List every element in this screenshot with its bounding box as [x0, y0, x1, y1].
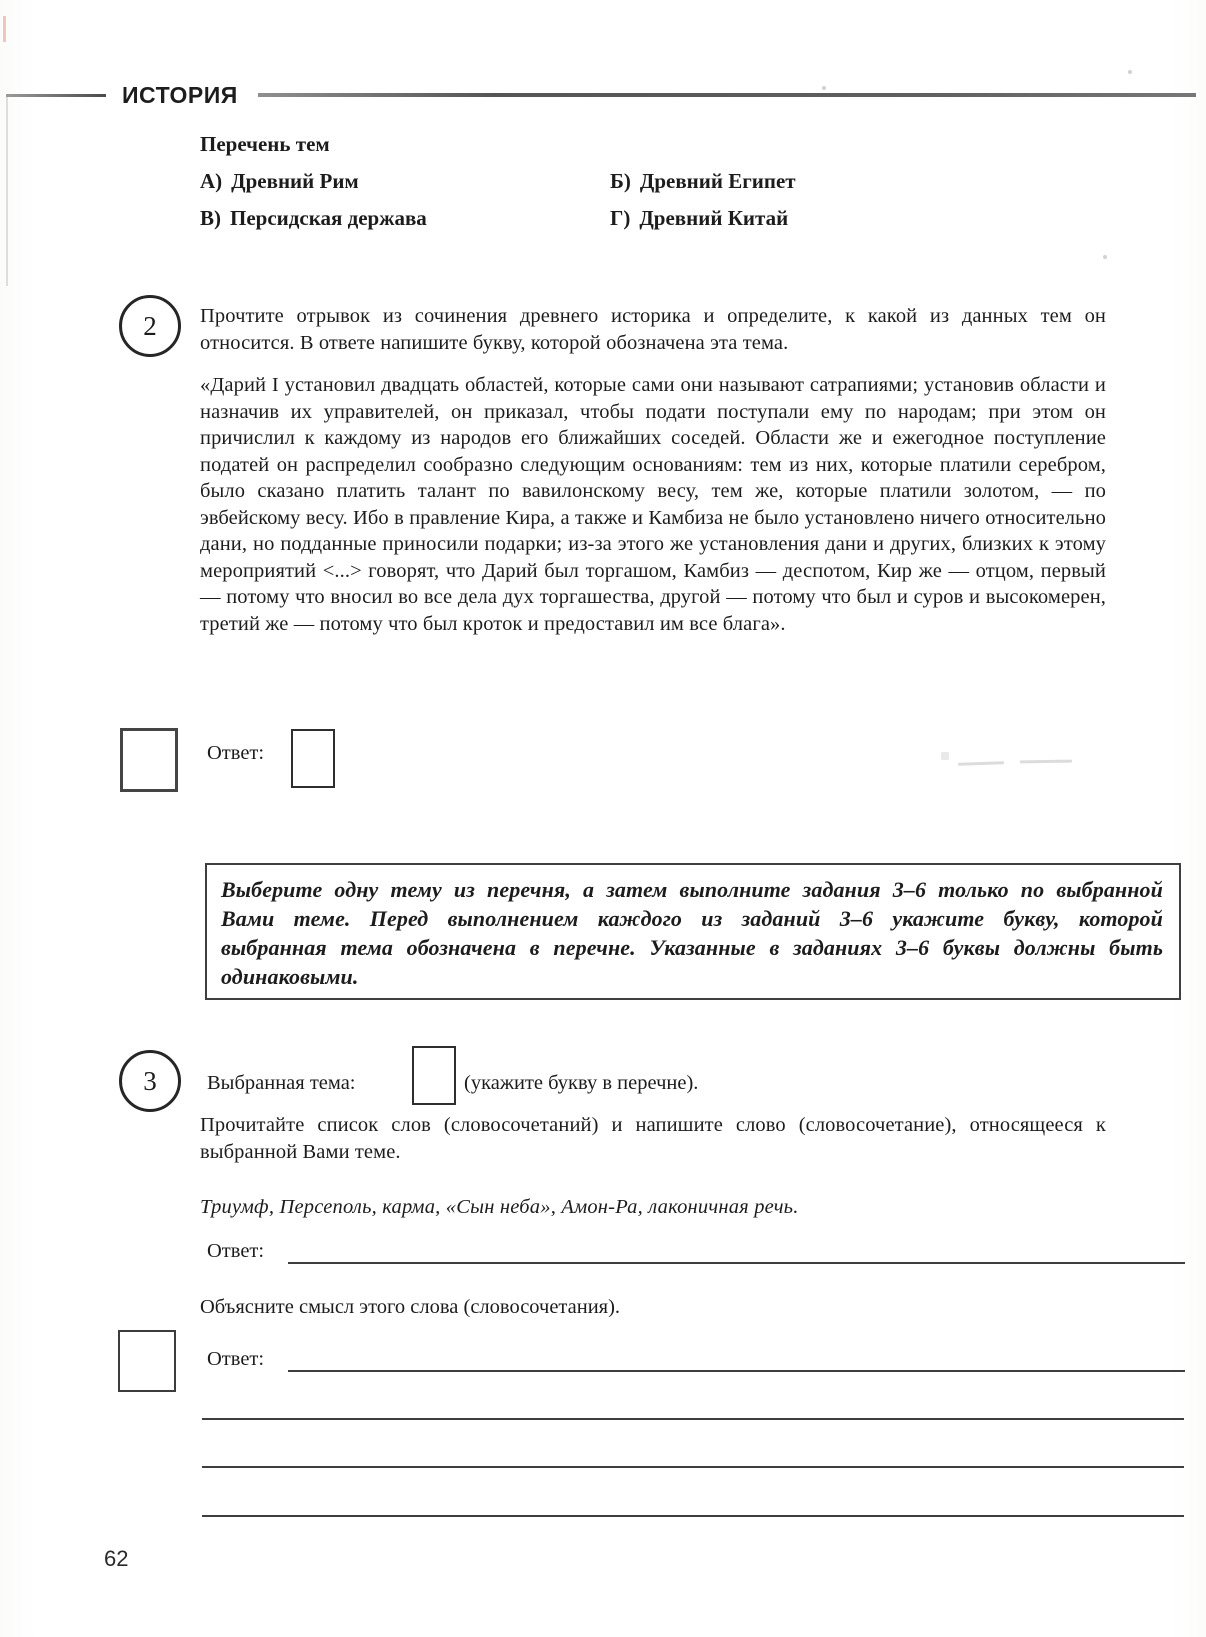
- theme-letter: В): [200, 206, 221, 230]
- pencil-mark: [941, 752, 949, 760]
- page-title: ИСТОРИЯ: [122, 82, 238, 108]
- task2-quote: «Дарий I установил двадцать областей, которые сами они называют сатрапиями; установив области и назначив их управителей, он приказал, чтобы подати поступали ему по народам; при этом он причислил к каждому из народов его ближайших соседей. Области же и ежегодное поступление податей он распределил сообразно следующим основаниям: тем из них, которые платили серебром, было сказано платить талант по вавилонскому весу, тем же, которые платили золотом, — по эвбейскому весу. Ибо в правление Кира, а также и Камбиза не было установлено ничего относительно дани, но подданные приносили подарки; из-за этого же установления дани и других, близких к этому мероприятий <...> говорят, что Дарий был торгашом, Камбиз — деспотом, Кир же — отцом, первый — потому что вносил во все дела дух торгашества, другой — потому что был и суров и высокомерен, третий же — потому что был кроток и предоставил им все блага».: [200, 374, 1106, 635]
- scan-artifact-line: [6, 96, 8, 286]
- task3-number-badge: [119, 1050, 181, 1112]
- header-rule-right: [258, 93, 1196, 97]
- scan-speck: [1103, 255, 1107, 259]
- theme-label: Древний Египет: [639, 169, 796, 193]
- answer-line[interactable]: [202, 1466, 1184, 1468]
- task2-number: 2: [143, 310, 157, 341]
- scan-speck: [1128, 70, 1132, 74]
- theme-label: Древний Рим: [231, 169, 359, 193]
- score-box-task3: [118, 1330, 176, 1392]
- theme-letter: Б): [610, 169, 631, 193]
- answer-line[interactable]: [288, 1262, 1185, 1264]
- explain-prompt: Объясните смысл этого слова (словосочетания).: [200, 1296, 621, 1318]
- task2-number-badge: [119, 295, 181, 357]
- theme-item-b: [610, 169, 796, 194]
- task3-number: 3: [143, 1065, 157, 1096]
- task3-answer-label: Ответ:: [207, 1240, 265, 1262]
- instruction-box: [205, 863, 1181, 1000]
- theme-item-v: [200, 206, 427, 231]
- task3-answer2-label: Ответ:: [207, 1348, 265, 1370]
- theme-item-a: [200, 169, 359, 194]
- theme-letter: А): [200, 169, 223, 193]
- theme-item-g: [610, 206, 788, 231]
- answer-line[interactable]: [288, 1370, 1185, 1372]
- header-rule-left: [6, 94, 106, 97]
- scan-artifact-red: [3, 16, 6, 42]
- theme-letter: Г): [610, 206, 631, 230]
- themes-list-title: Перечень тем: [200, 132, 330, 156]
- task3-prompt: Прочитайте список слов (словосочетаний) и напишите слово (словосочетание), относящееся к выбранной Вами теме.: [200, 1114, 1106, 1163]
- chosen-theme-box[interactable]: [412, 1046, 456, 1105]
- chosen-theme-label: Выбранная тема:: [207, 1072, 356, 1094]
- theme-label: Древний Китай: [639, 206, 789, 230]
- instruction-text: Выберите одну тему из перечня, а затем выполните задания 3–6 только по выбранной Вами теме. Перед выполнением каждого из заданий 3–6 укажите букву, которой выбранная тема обозначена в перечне. Указанные в заданиях 3–6 буквы должны быть одинаковыми.: [221, 877, 1163, 989]
- task2-prompt: Прочтите отрывок из сочинения древнего историка и определите, к какой из данных тем он относится. В ответе напишите букву, которой обозначена эта тема.: [200, 305, 1106, 354]
- answer-line[interactable]: [202, 1515, 1184, 1517]
- task2-answer-box[interactable]: [291, 729, 335, 788]
- chosen-theme-hint: (укажите букву в перечне).: [464, 1072, 699, 1094]
- page-number: 62: [104, 1546, 129, 1571]
- scan-speck: [822, 86, 826, 90]
- task3-word-list: Триумф, Персеполь, карма, «Сын неба», Амон-Ра, лаконичная речь.: [200, 1196, 799, 1218]
- pencil-mark: [1020, 760, 1072, 764]
- task2-answer-label: Ответ:: [207, 742, 265, 764]
- answer-line[interactable]: [202, 1418, 1184, 1420]
- score-box-task2: [120, 728, 178, 792]
- pencil-mark: [958, 761, 1004, 766]
- theme-label: Персидская держава: [230, 206, 427, 230]
